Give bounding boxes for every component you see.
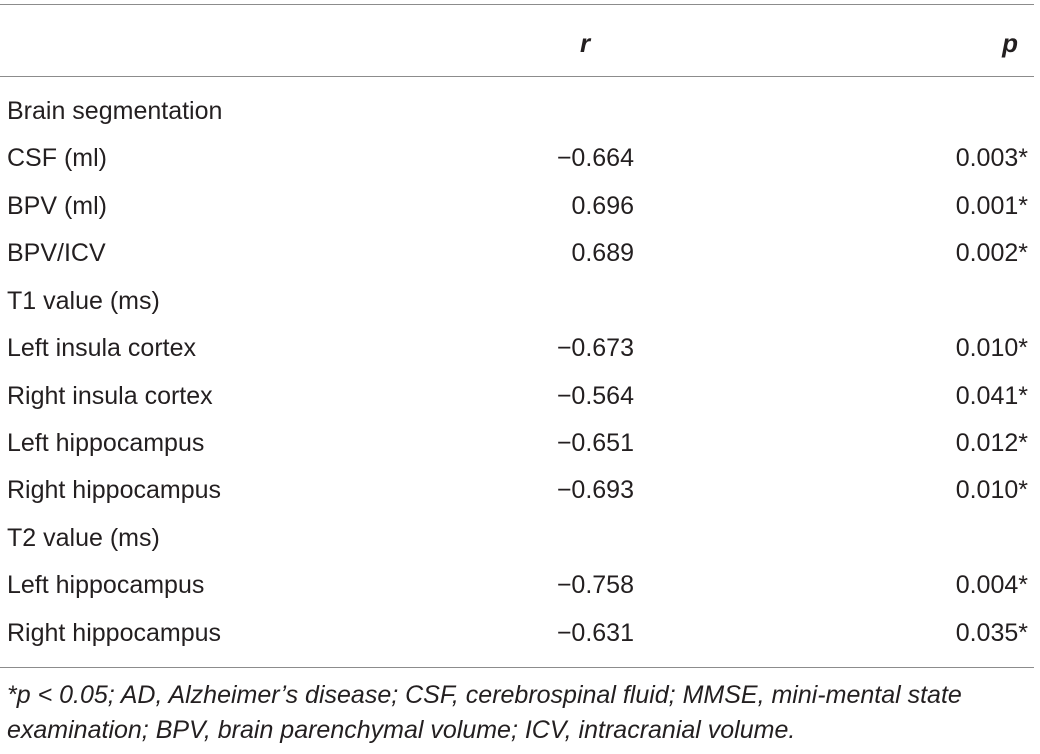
table-row xyxy=(0,183,1034,230)
column-header-p: p xyxy=(1002,28,1018,58)
p-value: 0.010* xyxy=(955,334,1028,362)
row-label: T2 value (ms) xyxy=(7,524,160,552)
table-header xyxy=(0,18,1034,68)
table-row xyxy=(0,420,1034,467)
r-value: −0.631 xyxy=(556,619,634,647)
top-rule xyxy=(0,4,1034,5)
p-value: 0.004* xyxy=(955,571,1028,599)
r-value: 0.696 xyxy=(571,192,634,220)
p-value: 0.002* xyxy=(955,239,1028,267)
p-value: 0.035* xyxy=(955,619,1028,647)
row-label: T1 value (ms) xyxy=(7,287,160,315)
row-label: Brain segmentation xyxy=(7,97,223,125)
table-row xyxy=(0,467,1034,514)
row-label: Left hippocampus xyxy=(7,571,205,599)
r-value: −0.673 xyxy=(556,334,634,362)
r-value: −0.664 xyxy=(556,144,634,172)
table-row xyxy=(0,135,1034,182)
row-label: Right insula cortex xyxy=(7,382,213,410)
column-header-r: r xyxy=(580,28,591,58)
p-value: 0.003* xyxy=(955,144,1028,172)
r-value: −0.651 xyxy=(556,429,634,457)
r-value: −0.564 xyxy=(556,382,634,410)
table-row xyxy=(0,373,1034,420)
r-value: −0.693 xyxy=(556,476,634,504)
p-value: 0.041* xyxy=(955,382,1028,410)
table-row xyxy=(0,515,1034,562)
table-footnote: *p < 0.05; AD, Alzheimer’s disease; CSF, cerebrospinal fluid; MMSE, mini-mental state examination; BPV, brain parenchymal volume; ICV, intracranial volume. xyxy=(7,681,962,744)
table-row xyxy=(0,325,1034,372)
row-label: BPV (ml) xyxy=(7,192,107,220)
p-value: 0.012* xyxy=(955,429,1028,457)
table-row xyxy=(0,610,1034,657)
row-label: Right hippocampus xyxy=(7,476,222,504)
row-label: Left hippocampus xyxy=(7,429,205,457)
row-label: CSF (ml) xyxy=(7,144,107,172)
row-label: Left insula cortex xyxy=(7,334,196,362)
row-label: BPV/ICV xyxy=(7,239,106,267)
table-row xyxy=(0,88,1034,135)
table-row xyxy=(0,230,1034,277)
bottom-rule xyxy=(0,667,1034,668)
table-row xyxy=(0,278,1034,325)
r-value: −0.758 xyxy=(556,571,634,599)
p-value: 0.010* xyxy=(955,476,1028,504)
p-value: 0.001* xyxy=(955,192,1028,220)
table-row xyxy=(0,562,1034,609)
header-rule xyxy=(0,76,1034,77)
row-label: Right hippocampus xyxy=(7,619,222,647)
r-value: 0.689 xyxy=(571,239,634,267)
